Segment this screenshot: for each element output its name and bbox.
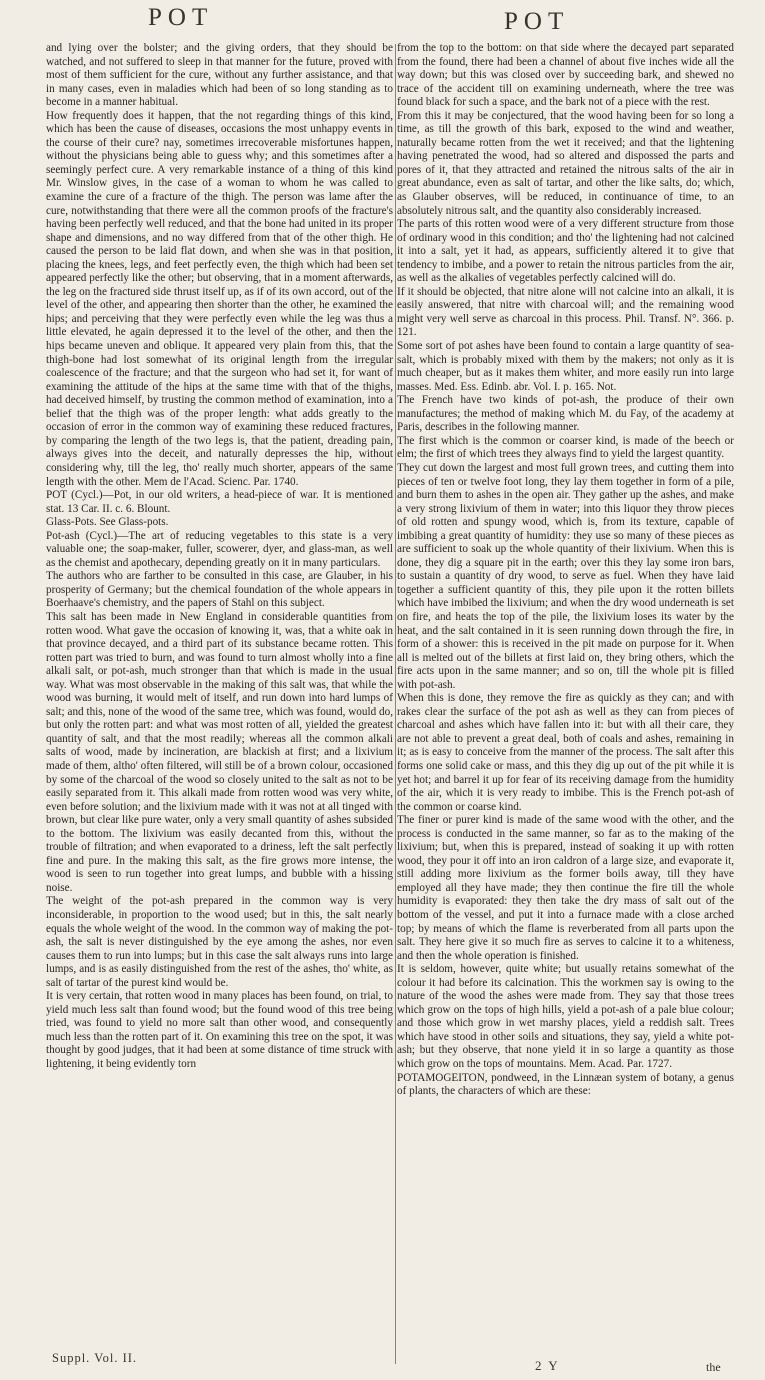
paragraph: The authors who are farther to be consulted in this case, are Glauber, in his prosperity of Germany; but the chemical foundation of the whole appears in Boerhaave's chemistry, and the papers of Stahl on this subject. [46,570,393,610]
entry-potamogeiton: POTAMOGEITON, pondweed, in the Linnæan system of botany, a genus of plants, the characters of which are these: [397,1071,734,1098]
paragraph: The finer or purer kind is made of the same wood with the other, and the process is conducted in the same manner, so far as to the making of the lixivium; but, when this is prepared, instead of soaking it up with rotten wood, they pour it off into an iron caldron of a large size, and evaporate it, still adding more lixivium as the former boils away, till they have employed all they have made; they then continue the fire till the whole humidity is evaporated: they then take the dry mass of salt out of the bottom of the vessel, and put it into a furnace made with a close arched top; by means of which the flame is reverberated from all parts upon the salt. They here give it so much fire as serves to calcine it to a whiteness, and then the whole operation is finished. [397,814,734,962]
paragraph: If it should be objected, that nitre alone will not calcine into an alkali, it is easily answered, that nitre with charcoal will; and the remaining wood might very well serve as charcoal in this process. Phil. Transf. N°. 366. p. 121. [397,285,734,339]
paragraph: When this is done, they remove the fire as quickly as they can; and with rakes clear the surface of the pot ash as well as they can from pieces of charcoal and ashes which have fallen into it: but with all their care, they are not able to prevent a great deal, both of coals and ashes, remaining in it; as is easy to conceive from the manner of the process. The salt after this forms one solid cake or mass, and this they dig up out of the pit while it is yet hot; and barrel it up for fear of its receiving damage from the humidity of the air, which it is very ready to imbibe. This is the French pot-ash of the common or coarse kind. [397,692,734,813]
paragraph: The first which is the common or coarser kind, is made of the beech or elm; the first of which trees they always find to yield the largest quantity. [397,434,734,461]
signature-mark: 2 Y [535,1358,560,1373]
entry-pot: POT (Cycl.)—Pot, in our old writers, a head-piece of war. It is mentioned stat. 13 Car. II. c. 6. Blount. [46,489,393,515]
paragraph: How frequently does it happen, that the not regarding things of this kind, which has been the cause of diseases, occasions the most unhappy events in the course of their cure? nay, sometimes irrecoverable misfortunes happen, without the physicians being able to guess why; and this sometimes after a seemingly perfect cure. A very remarkable instance of a thing of this kind Mr. Winslow gives, in the case of a woman to whom he was called to examine the cure of a fracture of the thigh. The person was lame after the cure, notwithstanding that there were all the common proofs of the fracture's having been perfectly well reduced, and that the bone had united in its proper shape and dimensions, and no way differed from that of the other thigh. He caused the person to be laid flat down, and when she was in that position, placing the knees, legs, and feet perfectly even, the thigh which had been set appeared perfectly like the other; but observing, that in a moment afterwards, the leg on the fractured side thrust itself up, as if of its own accord, out of the level of the other, and appearing then shorter than the other, he examined the hips; and perceiving that they were perfectly even while the leg was thus a little elevated, he again depressed it to the level of the other, and then the hips became uneven and oblique. It appeared very plain from this, that the thigh-bone had lost somewhat of its original length from the irregular coalescence of the fracture; and that the surgeon who had set it, for want of examining the attitude of the hips at the same time with that of the thighs, had deceived himself, by trusting the common method of examination, into a belief that the thigh was of the proper length: what adds greatly to the occasion of error in the common way of examining these reduced fractures, by comparing the length of the two legs is, that the patient, dreading pain, always gives into the deceit, and naturally depresses the hip, without considering why, till the leg, tho' really much shorter, appears of the same length with the other. Mem de l'Acad. Scienc. Par. 1740. [46,109,393,488]
paragraph: The French have two kinds of pot-ash, the produce of their own manufactures; the method of making which M. du Fay, of the academy at Paris, describes in the following manner. [397,394,734,434]
volume-label: Suppl. Vol. II. [52,1351,138,1365]
entry-glass-pots: Glass-Pots. See Glass-pots. [46,516,169,529]
paragraph: From this it may be conjectured, that the wood having been for so long a time, as till the growth of this bark, exposed to the wind and weather, naturally became rotten from the wet it received; and that the lightening having penetrated the wood, had so altered and dispossed the parts and pores of it, that they attracted and retained the nitrous salts of the air in great abundance, even as salt of tartar, and other the like salts, do; which, as Glauber observes, will be reduced, in continuance of time, to an absolutely nitrous salt, and the quantity also considerably increased. [397,109,734,217]
left-column [46,42,393,1072]
paragraph: and lying over the bolster; and the giving orders, that they should be watched, and not suffered to sleep in that manner for the future, proved with most of them sufficient for the cure, without any further assistance, and that in many cases, even in maladies which had been of so long standing as to become in a manner habitual. [46,42,393,109]
paragraph: from the top to the bottom: on that side where the decayed part separated from the found, there had been a channel of about five inches wide all the way down; but this was closed over by succeeding bark, and shewed no trace of the accident till on examining underneath, where the tree was found black for such a space, and the bark not of a piece with the rest. [397,42,734,109]
paragraph: The parts of this rotten wood were of a very different structure from those of ordinary wood in this condition; and tho' the lightening had not calcined it into a salt, yet it had, as appears, sufficiently altered it to give that tendency to imbibe, and a power to retain the nitrous particles from the air, as well as the alkalies of vegetables perfectly calcined will do. [397,218,734,285]
header-right-title: POT [504,8,570,35]
page-header [0,2,765,36]
paragraph: The weight of the pot-ash prepared in the common way is very inconsiderable, in proportion to the wood used; but in this, the salt nearly equals the whole weight of the wood. In the common way of making the pot-ash, the salt is never distinguished by the eye among the ashes, nor even causes them to run into lumps; but in this case the salt always runs into large lumps, and is as easily distinguished from the rest of the ashes, tho' white, as salt of tartar of the purest kind would be. [46,895,393,989]
paragraph: Some sort of pot ashes have been found to contain a large quantity of sea-salt, which is probably mixed with them by the makers; not only as it is much cheaper, but as it makes them whiter, and more easily run into large masses. Med. Ess. Edinb. abr. Vol. I. p. 165. Not. [397,340,734,393]
paragraph: It is very certain, that rotten wood in many places has been found, on trial, to yield much less salt than found wood; but the found wood of this tree being tried, was found to yield no more salt than other wood, and consequently much less than the rotten part of it. On examining this tree on the spot, it was thought by good judges, that it had been at some distance of time struck with lightening, it being evidently torn [46,990,393,1071]
paragraph: It is seldom, however, quite white; but usually retains somewhat of the colour it had before its calcination. This the workmen say is owing to the nature of the wood the ashes were made from. They say that those trees which grow on the tops of high hills, yield a pot-ash of a pale blue colour; and those which grow in wet marshy places, yield a reddish salt. Trees which have stood in other soils and situations, they say, yield a white pot-ash; but they observe, that none yield it in so large a quantity as those which grow on the tops of mountains. Mem. Acad. Par. 1727. [397,963,734,1071]
header-left-title: POT [148,4,214,31]
column-divider [395,44,396,1364]
right-column [397,42,734,1099]
entry-pot-ash: Pot-ash (Cycl.)—The art of reducing vegetables to this state is a very valuable one; the soap-maker, fuller, scowerer, dyer, and glass-man, as well as the chemist and apothecary, depending greatly on it in many particulars. [46,529,393,569]
paragraph: They cut down the largest and most full grown trees, and cutting them into pieces of ten or twelve foot long, they lay them together in form of a pile, and burn them to ashes in the open air. They gather up the ashes, and make a very strong lixivium of them in water; into this liquor they throw pieces of old rotten and spungy wood, which is, from its texture, capable of imbibing a great quantity of humidity: they use so many of these pieces as are sufficient to soak up the whole quantity of their lixivium. When this is done, they dig a square pit in the earth; over this they lay some iron bars, to sustain a quantity of dry wood, to serve as fuel. When they have laid together a sufficient quantity of this, they pile upon it the rotten billets which have imbibed the lixivium; and when the dry wood underneath is set on fire, and heats the top of the pile, the lixivium loses its water by the heat, and the salt contained in it is seen running down through the fire, in form of a shower: this is received in the pit made on purpose for it. When all is melted out of the billets at first laid on, they bring others, which the fire acts upon in the same manner; and so on, till the whole pit is filled with pot-ash. [397,461,734,691]
catchword: the [706,1360,721,1374]
paragraph: This salt has been made in New England in considerable quantities from rotten wood. What gave the occasion of knowing it, was, that a white oak in that province decayed, and a third part of its substance became rotten. This rotten part was tried to burn, and was found to turn almost wholly into a fine alkali salt, or pot-ash, much stronger than that which is made in the usual way. What was most observable in the making of this salt was, that while the wood was burning, it would melt of itself, and run down into hard lumps of salt; and this, none of the wood of the same tree, which was found, would do, but only the rotten part: and what was most rotten of all, yielded the greatest quantity of salt, and that the most readily; whereas all the common alkali salts of wood, made by incineration, are blackish at first; and a lixivium made of them, altho' often filtered, will still be of a brown colour, occasioned by some of the charcoal of the wood so closely united to the salt as not to be easily separated from it. This alkali made from rotten wood was very white, even before solution; and the lixivium made with it was not at all tinged with brown, but clear like pure water, only a very small quantity of ashes subsided to the bottom. The lixivium was easily decanted from this, without the trouble of filtration; and when evaporated to a driness, left the salt perfectly fine and pure. In the making this salt, as the fire grows more intense, the wood is seen to run together into great lumps, and bubble with a hissing noise. [46,610,393,894]
